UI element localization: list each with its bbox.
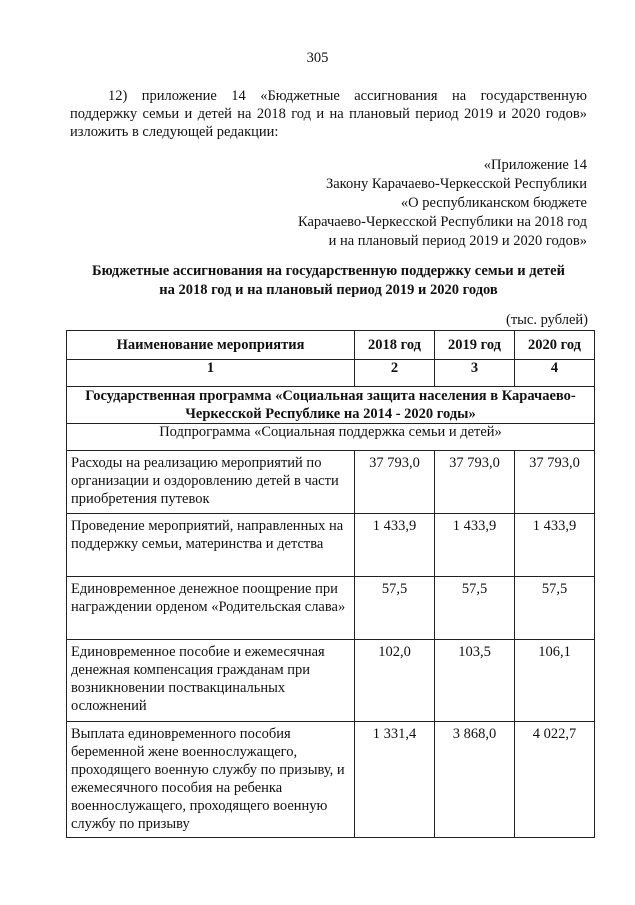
value-2019: 37 793,0	[435, 451, 515, 514]
value-2020: 106,1	[515, 640, 595, 722]
title-line-1: Бюджетные ассигнования на государственную поддержку семьи и детей	[92, 263, 565, 279]
row-name: Проведение мероприятий, направленных на поддержку семьи, материнства и детства	[67, 514, 355, 577]
header-2020: 2020 год	[515, 331, 595, 360]
value-2020: 4 022,7	[515, 722, 595, 838]
document-title	[70, 262, 587, 299]
page-number: 305	[306, 50, 329, 66]
column-number: 2	[355, 360, 435, 387]
header-2018: 2018 год	[355, 331, 435, 360]
value-2018: 57,5	[355, 577, 435, 640]
appendix-line: Закону Карачаево-Черкесской Республики	[325, 176, 587, 192]
program-title: Государственная программа «Социальная защита населения в Карачаево-Черкесской Республике на 2014 - 2020 годы»	[67, 387, 595, 424]
table-row	[67, 514, 595, 577]
appendix-reference	[227, 156, 587, 251]
value-2019: 1 433,9	[435, 514, 515, 577]
value-2018: 102,0	[355, 640, 435, 722]
table-row	[67, 722, 595, 838]
appendix-line: «О республиканском бюджете	[400, 195, 587, 211]
value-2019: 57,5	[435, 577, 515, 640]
unit-label: (тыс. рублей)	[506, 312, 588, 328]
table-row	[67, 451, 595, 514]
column-number: 1	[67, 360, 355, 387]
table-header-row	[67, 331, 595, 360]
row-name: Единовременное пособие и ежемесячная денежная компенсация гражданам при возникновении поствакцинальных осложнений	[67, 640, 355, 722]
table-row	[67, 640, 595, 722]
appendix-line: и на плановый период 2019 и 2020 годов»	[328, 233, 587, 249]
value-2019: 3 868,0	[435, 722, 515, 838]
value-2020: 57,5	[515, 577, 595, 640]
header-2019: 2019 год	[435, 331, 515, 360]
intro-text: 12) приложение 14 «Бюджетные ассигнования на государственную поддержку семьи и детей на 2018 год и на плановый период 2019 и 2020 годов» изложить в следующей редакции:	[70, 88, 587, 140]
appendix-line: Карачаево-Черкесской Республики на 2018 год	[297, 214, 587, 230]
value-2019: 103,5	[435, 640, 515, 722]
row-name: Расходы на реализацию мероприятий по организации и оздоровлению детей в части приобретения путевок	[67, 451, 355, 514]
table-row	[67, 577, 595, 640]
value-2018: 1 331,4	[355, 722, 435, 838]
value-2018: 1 433,9	[355, 514, 435, 577]
column-number-row	[67, 360, 595, 387]
column-number: 4	[515, 360, 595, 387]
title-line-2: на 2018 год и на плановый период 2019 и 2020 годов	[159, 281, 498, 298]
header-name: Наименование мероприятия	[67, 331, 355, 360]
column-number: 3	[435, 360, 515, 387]
budget-table	[66, 330, 595, 838]
intro-paragraph	[70, 87, 587, 141]
program-row	[67, 387, 595, 424]
row-name: Выплата единовременного пособия беременной жене военнослужащего, проходящего военную службу по призыву, и ежемесячного пособия на ребенка военнослужащего, проходящего военную службу по призыву	[67, 722, 355, 838]
value-2020: 1 433,9	[515, 514, 595, 577]
value-2018: 37 793,0	[355, 451, 435, 514]
value-2020: 37 793,0	[515, 451, 595, 514]
subprogram-row	[67, 424, 595, 451]
appendix-line: «Приложение 14	[483, 157, 587, 173]
row-name: Единовременное денежное поощрение при награждении орденом «Родительская слава»	[67, 577, 355, 640]
subprogram-title: Подпрограмма «Социальная поддержка семьи и детей»	[67, 424, 595, 451]
